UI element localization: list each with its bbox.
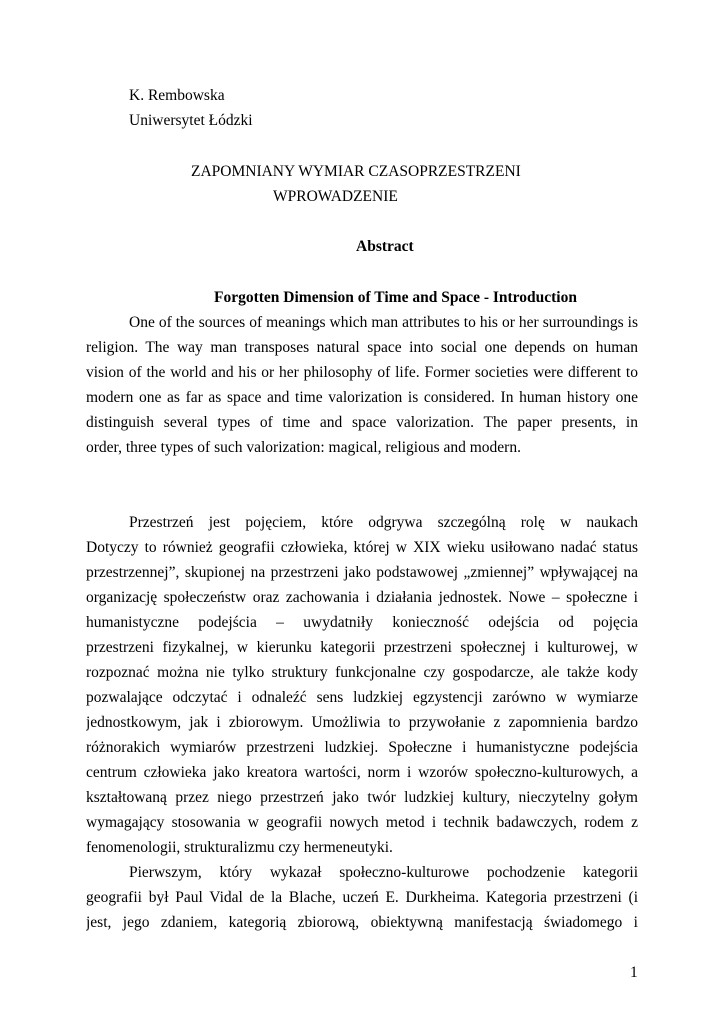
- body-line: geografii był Paul Vidal de la Blache, uczeń E. Durkheima. Kategoria przestrzeni (i: [86, 889, 638, 906]
- body-line: kształtowaną przez niego przestrzeń jako twór ludzkiej kultury, nieczytelny gołym: [86, 789, 638, 806]
- page-number: 1: [630, 964, 638, 981]
- body-line: wymagający stosowania w geografii nowych metod i technik badawczych, rodem z: [86, 814, 638, 831]
- body-line: Pierwszym, który wykazał społeczno-kulturowe pochodzenie kategorii: [129, 864, 638, 881]
- paper-title-subheading: WPROWADZENIE: [273, 188, 398, 205]
- abstract-line: One of the sources of meanings which man attributes to his or her surroundings is: [129, 314, 638, 331]
- abstract-line: vision of the world and his or her philosophy of life. Former societies were different to: [86, 364, 638, 381]
- abstract-line: modern one as far as space and time valorization is considered. In human history one: [86, 389, 638, 406]
- body-line: centrum człowieka jako kreatora wartości, norm i wzorów społeczno-kulturowych, a: [86, 764, 638, 781]
- body-line: przestrzennej”, skupionej na przestrzeni jako podstawowej „zmiennej” wpływającej na: [86, 564, 638, 581]
- body-line: Dotyczy to również geografii człowieka, której w XIX wieku usiłowano nadać status: [86, 539, 638, 556]
- body-line: przestrzeni fizykalnej, w kierunku kategorii przestrzeni społecznej i kulturowej, w: [86, 639, 638, 656]
- body-line: humanistyczne podejścia – uwydatniły konieczność odejścia od pojęcia: [86, 614, 638, 631]
- abstract-heading: Abstract: [356, 238, 414, 255]
- author-affiliation: Uniwersytet Łódzki: [129, 112, 253, 129]
- body-line: organizację społeczeństw oraz zachowania i działania jednostek. Nowe – społeczne i: [86, 589, 638, 606]
- abstract-line: order, three types of such valorization: magical, religious and modern.: [86, 439, 521, 456]
- abstract-line: religion. The way man transposes natural space into social one depends on human: [86, 339, 638, 356]
- paper-title: ZAPOMNIANY WYMIAR CZASOPRZESTRZENI: [191, 163, 521, 180]
- body-line: fenomenologii, strukturalizmu czy hermeneutyki.: [86, 839, 393, 856]
- body-line: różnorakich wymiarów przestrzeni ludzkiej. Społeczne i humanistyczne podejścia: [86, 739, 638, 756]
- body-line: jest, jego zdaniem, kategorią zbiorową, obiektywną manifestacją świadomego i: [86, 914, 638, 931]
- abstract-subtitle: Forgotten Dimension of Time and Space - Introduction: [214, 289, 577, 306]
- body-line: pozwalające odczytać i odnaleźć sens ludzkiej egzystencji zarówno w wymiarze: [86, 689, 638, 706]
- body-line: jednostkowym, jak i zbiorowym. Umożliwia to przywołanie z zapomnienia bardzo: [86, 714, 638, 731]
- body-line: Przestrzeń jest pojęciem, które odgrywa szczególną rolę w naukach: [129, 514, 638, 531]
- abstract-line: distinguish several types of time and space valorization. The paper presents, in: [86, 414, 638, 431]
- body-line: rozpoznać można nie tylko struktury funkcjonalne czy gospodarcze, ale także kody: [86, 664, 638, 681]
- author-name: K. Rembowska: [129, 87, 225, 104]
